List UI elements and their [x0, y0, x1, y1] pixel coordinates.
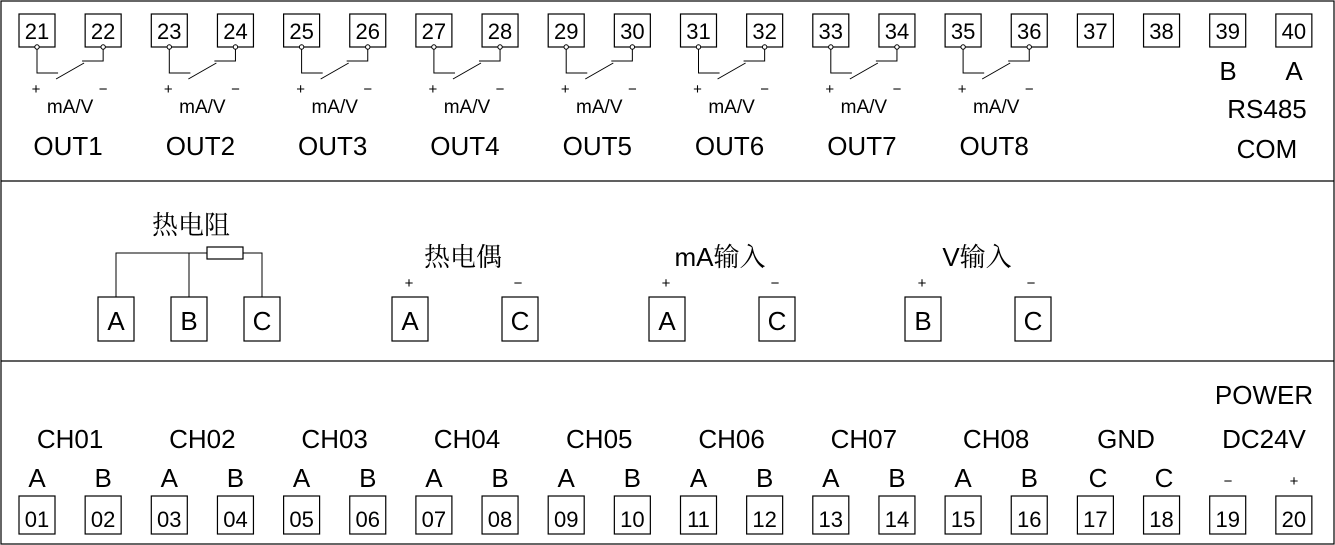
rs485-label: RS485 [1227, 94, 1307, 124]
output-plus-sign: + [693, 81, 702, 98]
ma-input-plus-sign: + [661, 275, 671, 292]
top-terminal-number: 29 [553, 19, 579, 44]
channel-b-label: B [226, 463, 245, 493]
bottom-terminal-number: 19 [1215, 507, 1240, 532]
gnd-c1-label: C [1088, 463, 1108, 493]
top-terminal-number: 24 [223, 19, 248, 44]
output-plus-sign: + [428, 81, 438, 98]
channel-name-label: CH07 [830, 424, 898, 454]
bottom-terminal-number: 20 [1281, 507, 1307, 532]
plus-pin-dot [829, 45, 833, 49]
top-terminal-number: 36 [1017, 19, 1042, 44]
bottom-terminal-number: 10 [620, 507, 645, 532]
bottom-terminal-number: 09 [553, 507, 579, 532]
output-unit-label: mA/V [972, 97, 1020, 118]
thermocouple-terminal-c: C [510, 306, 530, 336]
output-unit-label: mA/V [311, 97, 358, 118]
power-minus-sign: − [1223, 473, 1233, 490]
channel-name-label: CH02 [169, 424, 236, 454]
power-label: POWER [1214, 380, 1314, 410]
channel-a-label: A [689, 463, 708, 493]
top-terminal-number: 40 [1281, 19, 1307, 44]
bottom-terminal-number: 16 [1017, 507, 1042, 532]
bottom-terminal-number: 04 [223, 507, 248, 532]
output-plus-sign: + [163, 81, 173, 98]
output-name-label: OUT4 [430, 131, 500, 161]
rtd-terminal-b: B [180, 306, 198, 336]
channel-a-label: A [954, 463, 972, 493]
ma-input-title: mA输入 [674, 242, 766, 272]
bottom-terminal-number: 02 [90, 507, 116, 532]
output-name-label: OUT1 [33, 131, 103, 161]
plus-pin-dot [961, 45, 965, 49]
rtd-terminal-a: A [107, 306, 125, 336]
channel-b-label: B [1020, 463, 1038, 493]
top-terminal-number: 34 [884, 19, 910, 44]
output-minus-sign: − [892, 81, 902, 98]
rs485-a-label: A [1285, 56, 1303, 86]
diagram-outer-frame [1, 1, 1334, 544]
bottom-terminal-number: 03 [157, 507, 182, 532]
bottom-terminal-number: 15 [950, 507, 976, 532]
ma-input-terminal-a: A [658, 306, 676, 336]
top-terminal-number: 37 [1083, 19, 1108, 44]
channel-a-label: A [292, 463, 311, 493]
output-unit-label: mA/V [840, 97, 888, 118]
minus-pin-dot [762, 45, 766, 49]
v-input-minus-sign: − [1026, 275, 1036, 292]
plus-pin-dot [35, 45, 39, 49]
channel-b-label: B [94, 463, 112, 493]
bottom-terminal-number: 18 [1149, 507, 1174, 532]
thermocouple-minus-sign: − [513, 275, 523, 292]
channel-b-label: B [888, 463, 906, 493]
output-unit-label: mA/V [46, 97, 94, 118]
thermocouple-terminal-a: A [401, 306, 419, 336]
rtd-terminal-c: C [252, 306, 272, 336]
output-name-label: OUT5 [562, 131, 632, 161]
output-plus-sign: + [957, 81, 967, 98]
output-plus-sign: + [296, 81, 305, 98]
bottom-terminal-number: 05 [289, 507, 314, 532]
minus-pin-dot [498, 45, 502, 49]
output-name-label: OUT8 [959, 131, 1029, 161]
output-name-label: OUT7 [827, 131, 897, 161]
channel-name-label: CH03 [301, 424, 368, 454]
bottom-terminal-number: 17 [1083, 507, 1108, 532]
bottom-terminal-number: 07 [421, 507, 447, 532]
top-terminal-number: 35 [950, 19, 976, 44]
channel-a-label: A [160, 463, 178, 493]
output-unit-label: mA/V [708, 97, 755, 118]
top-terminal-number: 22 [90, 19, 116, 44]
plus-pin-dot [167, 45, 171, 49]
top-terminal-number: 39 [1215, 19, 1240, 44]
channel-name-label: CH01 [36, 424, 104, 454]
gnd-c2-label: C [1154, 463, 1174, 493]
channel-a-label: A [557, 463, 575, 493]
minus-pin-dot [233, 45, 237, 49]
channel-a-label: A [822, 463, 840, 493]
v-input-terminal-c: C [1023, 306, 1043, 336]
output-unit-label: mA/V [443, 97, 491, 118]
top-terminal-number: 28 [487, 19, 513, 44]
channel-a-label: A [425, 463, 443, 493]
gnd-label: GND [1097, 424, 1155, 454]
minus-pin-dot [1027, 45, 1031, 49]
top-terminal-number: 32 [752, 19, 777, 44]
bottom-terminal-number: 13 [818, 507, 844, 532]
plus-pin-dot [564, 45, 568, 49]
ma-input-minus-sign: − [770, 275, 780, 292]
plus-pin-dot [696, 45, 700, 49]
dc24v-label: DC24V [1222, 424, 1306, 454]
bottom-terminal-number: 06 [355, 507, 380, 532]
channel-b-label: B [491, 463, 509, 493]
top-terminal-number: 26 [355, 19, 380, 44]
bottom-terminal-number: 11 [687, 507, 710, 532]
output-minus-sign: − [627, 81, 637, 98]
output-unit-label: mA/V [179, 97, 226, 118]
plus-pin-dot [432, 45, 436, 49]
output-plus-sign: + [31, 81, 41, 98]
top-terminal-number: 33 [818, 19, 844, 44]
minus-pin-dot [895, 45, 899, 49]
v-input-plus-sign: + [917, 275, 927, 292]
rtd-title: 热电阻 [151, 210, 231, 240]
power-plus-sign: + [1289, 473, 1299, 490]
channel-name-label: CH06 [698, 424, 765, 454]
channel-b-label: B [623, 463, 642, 493]
top-terminal-number: 30 [620, 19, 645, 44]
minus-pin-dot [366, 45, 370, 49]
rtd-resistor [207, 247, 243, 259]
plus-pin-dot [299, 45, 303, 49]
channel-b-label: B [359, 463, 377, 493]
channel-name-label: CH05 [566, 424, 633, 454]
channel-name-label: CH08 [962, 424, 1030, 454]
ma-input-terminal-c: C [767, 306, 787, 336]
bottom-terminal-number: 01 [24, 507, 50, 532]
channel-b-label: B [755, 463, 774, 493]
output-unit-label: mA/V [576, 97, 623, 118]
thermocouple-title: 热电偶 [423, 242, 503, 272]
bottom-terminal-number: 14 [884, 507, 910, 532]
top-terminal-number: 25 [289, 19, 314, 44]
output-minus-sign: − [231, 81, 240, 98]
output-minus-sign: − [98, 81, 108, 98]
v-input-terminal-b: B [914, 306, 932, 336]
minus-pin-dot [101, 45, 105, 49]
output-minus-sign: − [1024, 81, 1034, 98]
v-input-title: V输入 [942, 242, 1012, 272]
output-plus-sign: + [825, 81, 835, 98]
output-minus-sign: − [495, 81, 505, 98]
output-name-label: OUT6 [694, 131, 765, 161]
output-minus-sign: − [363, 81, 373, 98]
top-terminal-number: 31 [686, 19, 711, 44]
bottom-terminal-number: 08 [487, 507, 513, 532]
output-minus-sign: − [760, 81, 770, 98]
output-name-label: OUT2 [165, 131, 236, 161]
rs485-b-label: B [1219, 56, 1237, 86]
output-plus-sign: + [560, 81, 570, 98]
channel-name-label: CH04 [433, 424, 501, 454]
bottom-terminal-number: 12 [752, 507, 777, 532]
com-label: COM [1236, 134, 1298, 164]
channel-a-label: A [28, 463, 46, 493]
thermocouple-plus-sign: + [404, 275, 414, 292]
top-terminal-number: 21 [24, 19, 50, 44]
top-terminal-number: 23 [157, 19, 182, 44]
output-name-label: OUT3 [298, 131, 368, 161]
minus-pin-dot [630, 45, 634, 49]
top-terminal-number: 38 [1149, 19, 1174, 44]
top-terminal-number: 27 [421, 19, 447, 44]
